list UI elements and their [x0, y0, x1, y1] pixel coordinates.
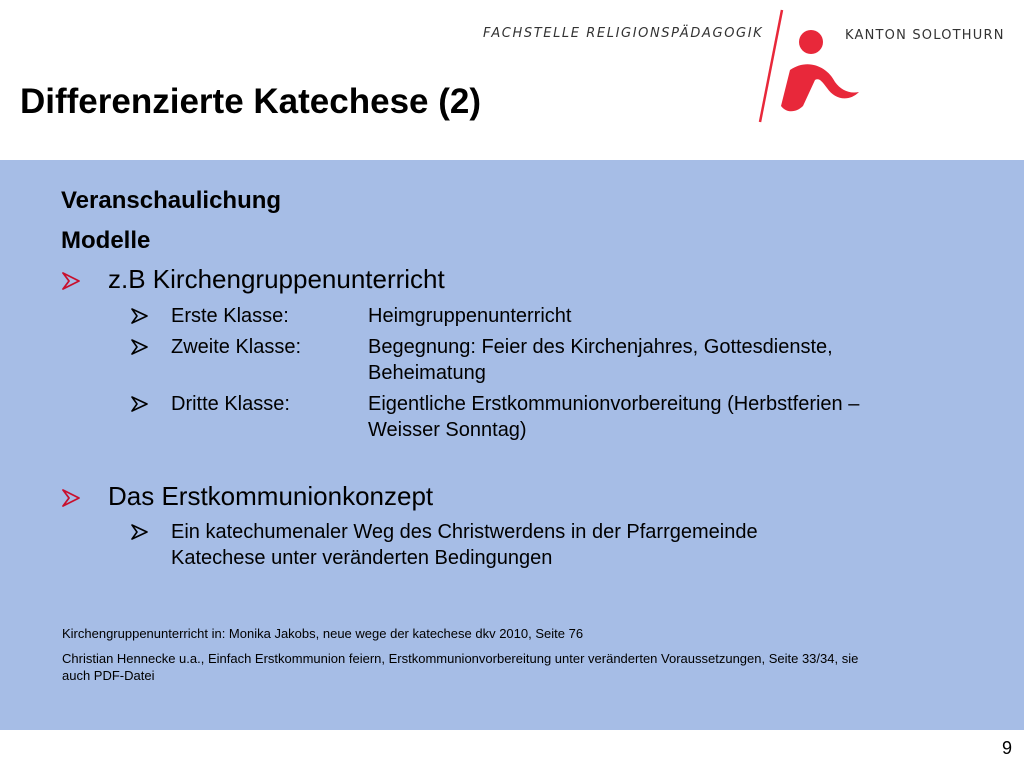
definition-line: Weisser Sonntag)	[368, 419, 527, 441]
section1-label: z.B Kirchengruppenunterricht	[108, 264, 445, 294]
reference-note: auch PDF-Datei	[62, 668, 155, 683]
reference-note: Christian Hennecke u.a., Einfach Erstkommunion feiern, Erstkommunionvorbereitung unter veränderten Voraussetzungen, Seite 33/34, sie	[62, 651, 859, 666]
canton-name-text: KANTON SOLOTHURN	[845, 28, 1005, 43]
arrow-bullet-icon	[131, 396, 149, 412]
arrow-bullet-icon	[61, 489, 81, 507]
page-title: Differenzierte Katechese (2)	[20, 82, 481, 121]
term-dritte-klasse: Dritte Klasse:	[171, 393, 290, 415]
arrow-bullet-icon	[131, 339, 149, 355]
term-zweite-klasse: Zweite Klasse:	[171, 336, 302, 358]
fachstelle-logo	[745, 8, 865, 126]
definition-line: Beheimatung	[368, 362, 486, 384]
slide-footer	[0, 730, 1024, 768]
arrow-bullet-icon	[131, 524, 149, 540]
arrow-bullet-icon	[61, 272, 81, 290]
definition-line: Heimgruppenunterricht	[368, 305, 572, 327]
org-name-text: FACHSTELLE RELIGIONSPÄDAGOGIK	[483, 26, 764, 41]
detail-line: Ein katechumenaler Weg des Christwerdens in der Pfarrgemeinde	[171, 521, 758, 543]
term-erste-klasse: Erste Klasse:	[171, 305, 289, 327]
reference-note: Kirchengruppenunterricht in: Monika Jakobs, neue wege der katechese dkv 2010, Seite 76	[62, 626, 584, 641]
detail-line: Katechese unter veränderten Bedingungen	[171, 547, 553, 569]
definition-line: Begegnung: Feier des Kirchenjahres, Gottesdienste,	[368, 336, 833, 358]
content-panel	[0, 160, 1024, 730]
arrow-bullet-icon	[131, 308, 149, 324]
page-number: 9	[1001, 738, 1012, 758]
heading-modelle: Modelle	[61, 227, 151, 254]
slide-header	[0, 0, 1024, 160]
definition-line: Eigentliche Erstkommunionvorbereitung (Herbstferien –	[368, 393, 860, 415]
section2-label: Das Erstkommunionkonzept	[108, 481, 434, 511]
heading-veranschaulichung: Veranschaulichung	[61, 187, 282, 214]
